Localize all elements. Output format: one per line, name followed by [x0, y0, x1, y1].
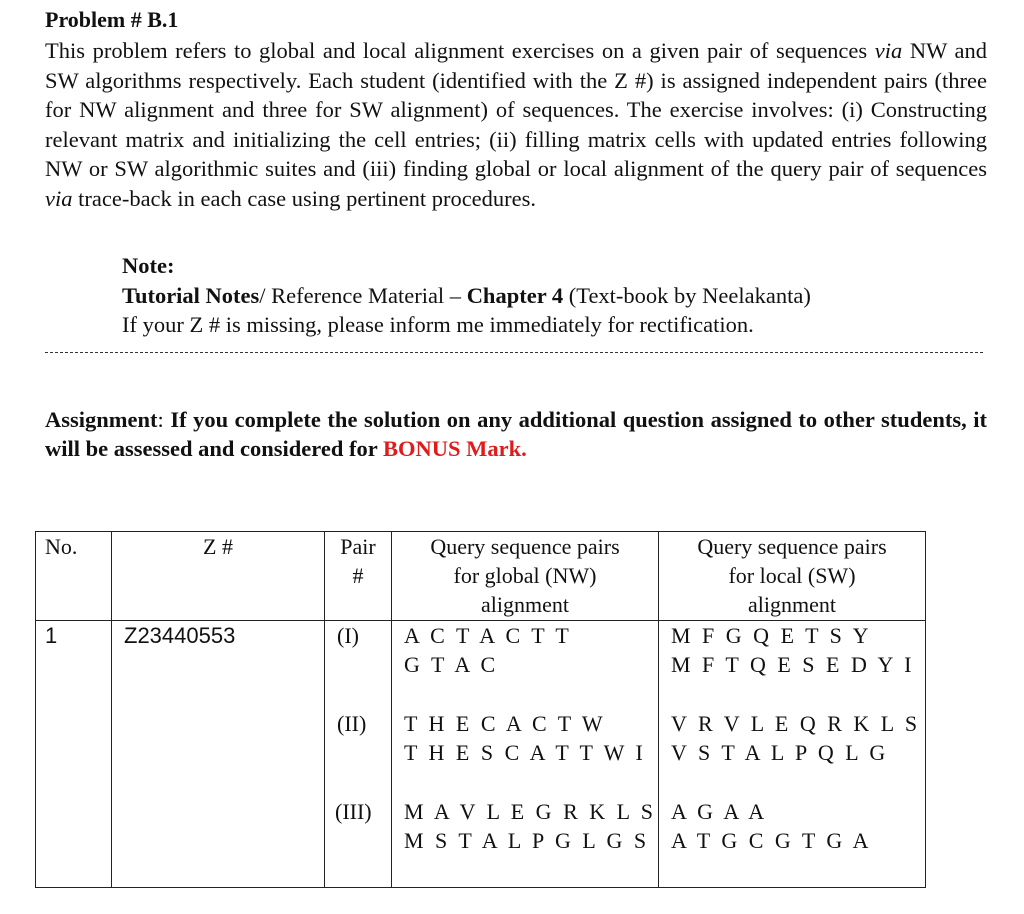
- header-sw-line: alignment: [748, 592, 836, 617]
- header-z: Z #: [112, 532, 325, 621]
- note-block: [122, 251, 987, 340]
- header-sw-line: for local (SW): [728, 563, 856, 588]
- assignment-colon: :: [157, 406, 171, 432]
- header-no: No.: [36, 532, 112, 621]
- table-header-row: [36, 532, 926, 621]
- assignment-text: [45, 405, 987, 464]
- sequence: M A V L E G R K L S: [404, 799, 656, 824]
- row-z-number: Z23440553: [112, 621, 325, 888]
- sequence: M F T Q E S E D Y I: [671, 652, 915, 677]
- sequence-table: [35, 531, 926, 888]
- row-no: 1: [36, 621, 112, 888]
- assignment-label: Assignment: [45, 406, 158, 432]
- header-pair-line: #: [352, 563, 364, 588]
- table-row: [36, 621, 926, 888]
- row-nw-sequences: [392, 621, 659, 888]
- header-nw: [392, 532, 659, 621]
- nw-pair: [392, 621, 658, 709]
- desc-part: This problem refers to global and local alignment exercises on a given pair of sequences: [45, 38, 875, 63]
- header-nw-line: Query sequence pairs: [430, 534, 620, 559]
- chapter-label: Chapter 4: [466, 282, 564, 308]
- desc-part: NW and SW algorithms respectively. Each student (identified with the Z #) is assigned independent pairs (three for NW alignment and three for SW alignment) of sequences. The exercise involves: (i) Constructing relevant matrix and initializing the cell entries; (ii) filling matrix cells with updated entries following NW or SW algorithmic suites and (iii) finding global or local alignment of the query pair of sequences: [45, 38, 987, 181]
- sequence: T H E S C A T T W I: [404, 740, 646, 765]
- header-nw-line: alignment: [481, 592, 569, 617]
- sequence: T H E C A C T W: [404, 711, 606, 736]
- bonus-mark: BONUS Mark.: [382, 436, 527, 461]
- note-reference-line: [122, 281, 987, 311]
- sequence: A G A A: [671, 799, 768, 824]
- note-missing-line: If your Z # is missing, please inform me immediately for rectification.: [122, 312, 754, 337]
- textbook-text: (Text-book by Neelakanta): [563, 282, 811, 308]
- sw-pair: [659, 709, 925, 797]
- tutorial-notes-label: Tutorial Notes: [122, 282, 260, 308]
- sw-pair: [659, 621, 925, 709]
- nw-pair: [392, 709, 658, 797]
- pair-label: (III): [335, 799, 372, 824]
- sw-pair: [659, 797, 925, 887]
- header-pair-line: Pair: [340, 534, 376, 559]
- desc-part: trace-back in each case using pertinent procedures.: [72, 185, 537, 211]
- problem-description: [45, 36, 987, 213]
- row-sw-sequences: [659, 621, 926, 888]
- sequence: M F G Q E T S Y: [671, 623, 872, 648]
- header-sw: [659, 532, 926, 621]
- note-heading: Note:: [122, 253, 175, 278]
- desc-italic: via: [874, 38, 903, 63]
- sequence: A C T A C T T: [404, 623, 572, 648]
- desc-italic: via: [45, 185, 73, 211]
- sequence: V S T A L P Q L G: [671, 740, 889, 765]
- pair-label: (I): [337, 623, 359, 648]
- document-page: [45, 6, 987, 464]
- problem-title: Problem # B.1: [45, 7, 179, 32]
- header-nw-line: for global (NW): [453, 563, 597, 588]
- assignment-body: If you complete the solution on any additional question assigned to other students, it will be assessed and considered for: [45, 406, 987, 461]
- nw-pair: [392, 797, 658, 887]
- header-sw-line: Query sequence pairs: [697, 534, 887, 559]
- row-pair-labels: [325, 621, 392, 888]
- reference-material-text: / Reference Material –: [259, 282, 467, 308]
- sequence: M S T A L P G L G S: [404, 828, 650, 853]
- sequence: V R V L E Q R K L S: [671, 711, 921, 736]
- header-pair: [325, 532, 392, 621]
- dashed-divider: [45, 352, 983, 355]
- sequence: A T G C G T G A: [671, 828, 872, 853]
- pair-label: (II): [337, 711, 367, 736]
- sequence: G T A C: [404, 652, 499, 677]
